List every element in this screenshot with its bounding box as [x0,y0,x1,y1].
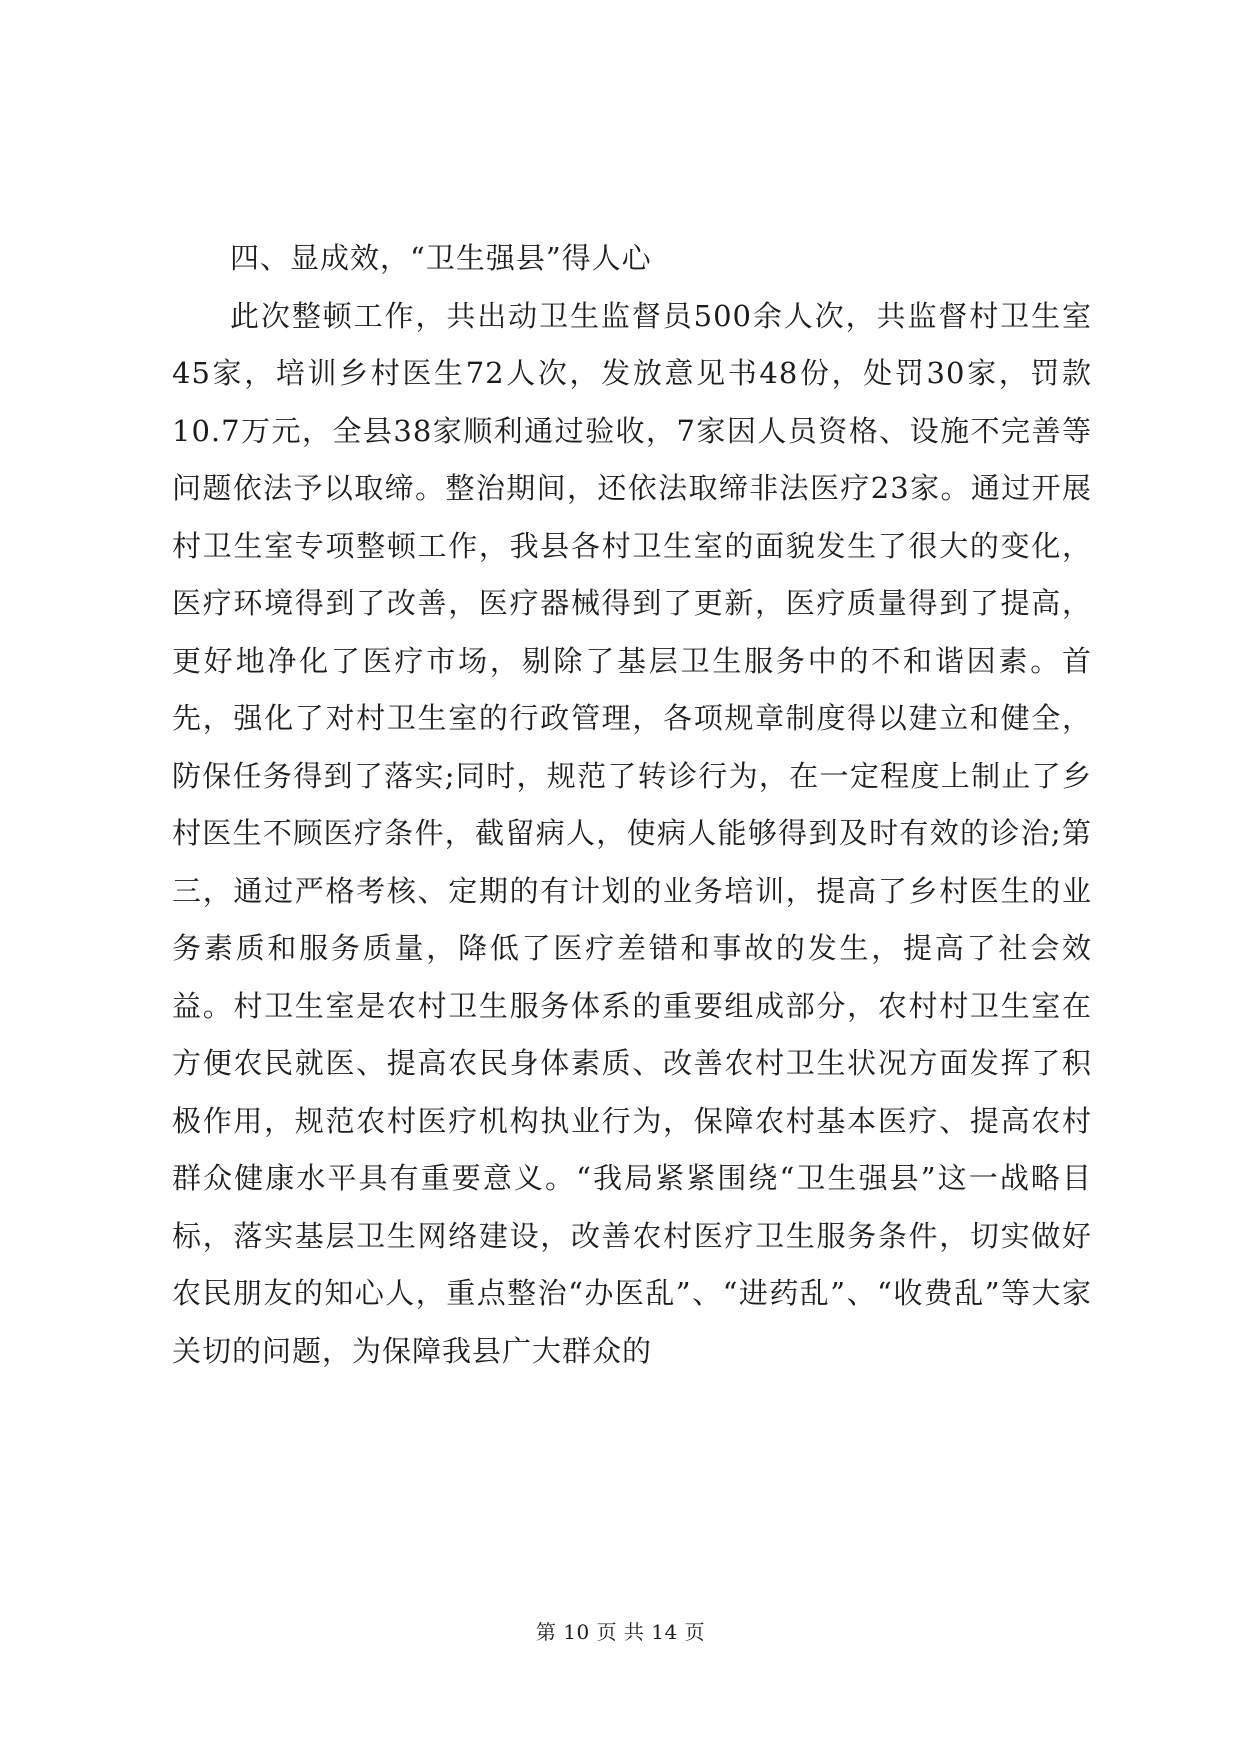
page-number-footer: 第 10 页 共 14 页 [535,1620,706,1644]
body-paragraph: 此次整顿工作，共出动卫生监督员500余人次，共监督村卫生室45家，培训乡村医生72人次，发放意见书48份，处罚30家，罚款10.7万元，全县38家顺利通过验收，7家因人员资格、设施不完善等问题依法予以取缔。整治期间，还依法取缔非法医疗23家。通过开展村卫生室专项整顿工作，我县各村卫生室的面貌发生了很大的变化，医疗环境得到了改善，医疗器械得到了更新，医疗质量得到了提高，更好地净化了医疗市场，剔除了基层卫生服务中的不和谐因素。首先，强化了对村卫生室的行政管理，各项规章制度得以建立和健全，防保任务得到了落实;同时，规范了转诊行为，在一定程度上制止了乡村医生不顾医疗条件，截留病人，使病人能够得到及时有效的诊治;第三，通过严格考核、定期的有计划的业务培训，提高了乡村医生的业务素质和服务质量，降低了医疗差错和事故的发生，提高了社会效益。村卫生室是农村卫生服务体系的重要组成部分，农村村卫生室在方便农民就医、提高农民身体素质、改善农村卫生状况方面发挥了积极作用，规范农村医疗机构执业行为，保障农村基本医疗、提高农村群众健康水平具有重要意义。“我局紧紧围绕“卫生强县”这一战略目标，落实基层卫生网络建设，改善农村医疗卫生服务条件，切实做好农民朋友的知心人，重点整治“办医乱”、“进药乱”、“收费乱”等大家关切的问题，为保障我县广大群众的 [172,298,1092,1368]
section-heading: 四、显成效，“卫生强县”得人心 [230,241,652,275]
document-body [172,230,1092,1380]
